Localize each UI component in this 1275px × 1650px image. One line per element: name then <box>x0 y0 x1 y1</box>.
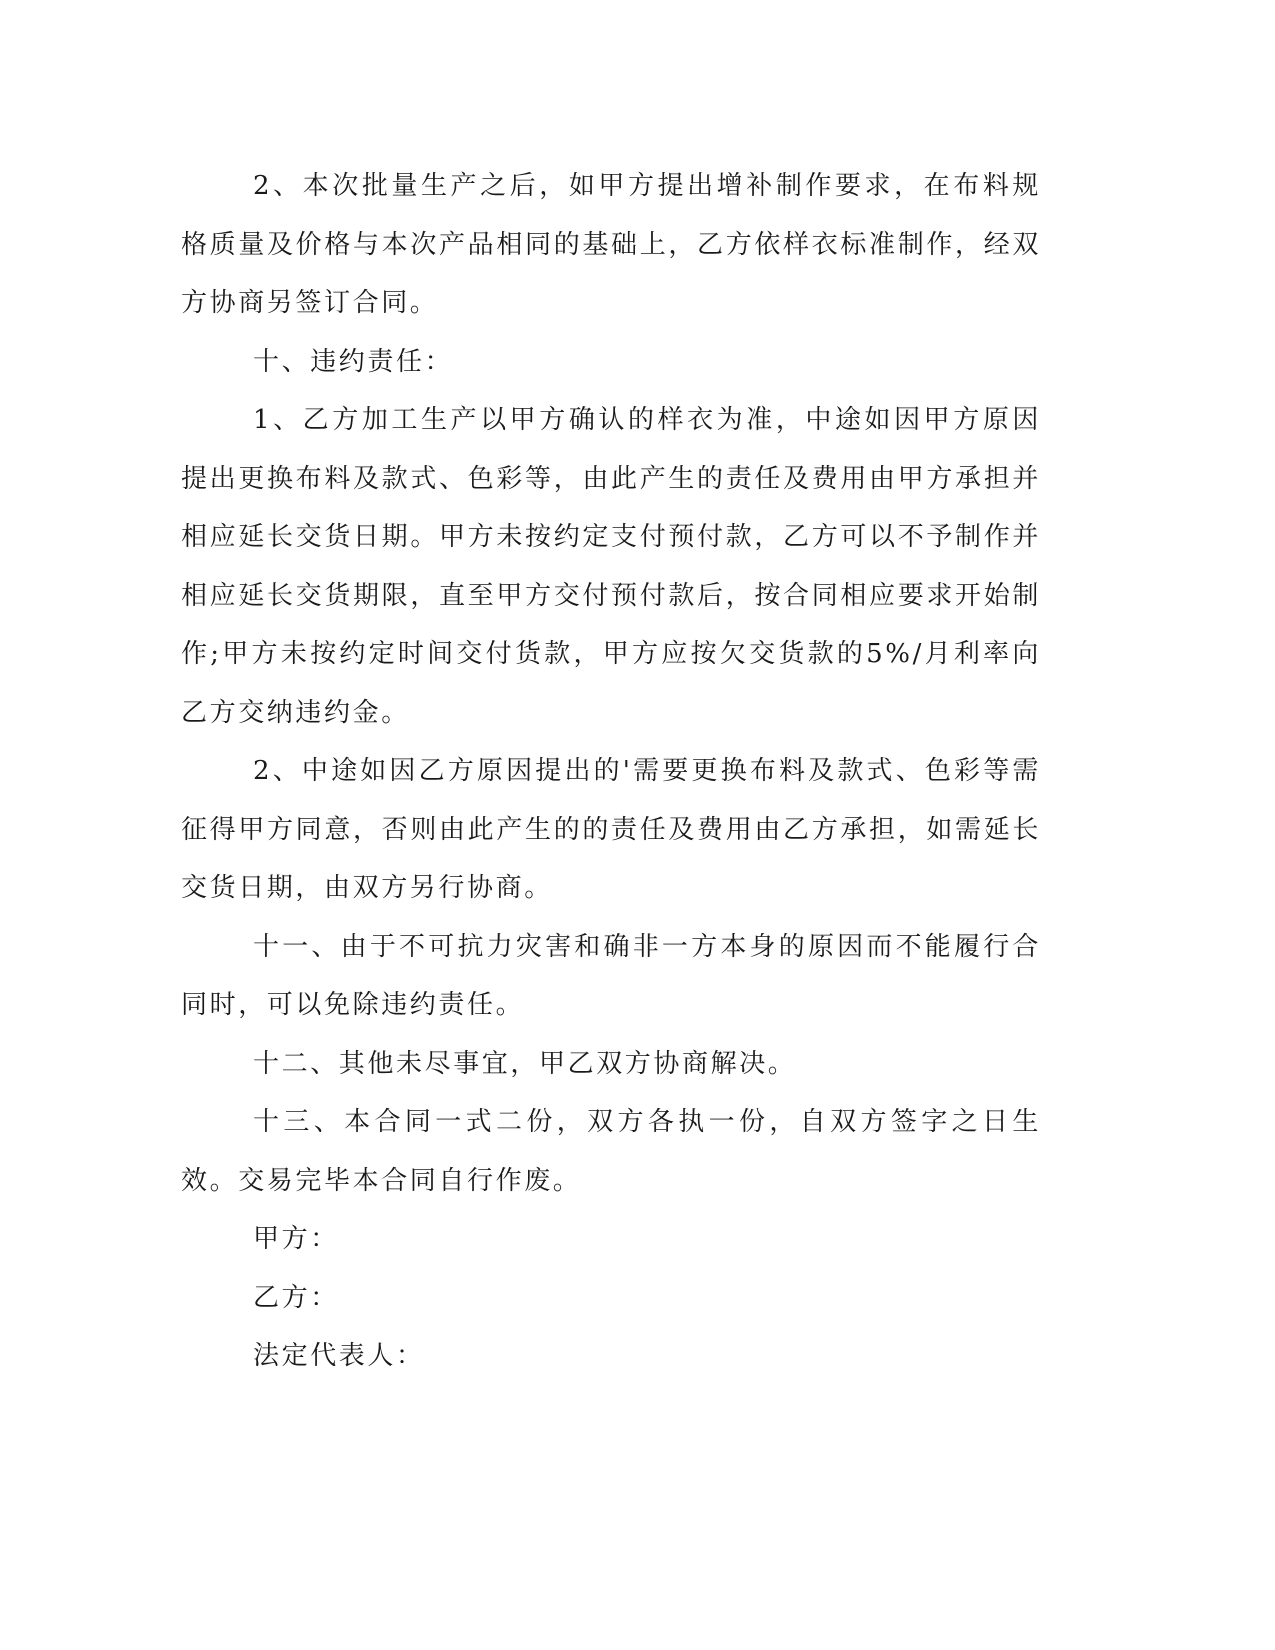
legal-representative-label: 法定代表人： <box>253 1341 425 1371</box>
clause-13-copies-validity: 十三、本合同一式二份，双方各执一份，自双方签字之日生效。交易完毕本合同自行作废。 <box>181 1107 1041 1196</box>
clause-10-item-1: 1、乙方加工生产以甲方确认的样衣为准，中途如因甲方原因提出更换布料及款式、色彩等，由此产生的责任及费用由甲方承担并相应延长交货日期。甲方未按约定支付预付款，乙方可以不予制作并相应延长交货期限，直至甲方交付预付款后，按合同相应要求开始制作;甲方未按约定时间交付货款，甲方应按欠交货款的5%/月利率向乙方交纳违约金。 <box>181 405 1041 728</box>
clause-11-force-majeure: 十一、由于不可抗力灾害和确非一方本身的原因而不能履行合同时，可以免除违约责任。 <box>181 931 1041 1020</box>
section-heading-breach-liability: 十、违约责任： <box>253 346 454 377</box>
clause-9-item-2: 2、本次批量生产之后，如甲方提出增补制作要求，在布料规格质量及价格与本次产品相同的基础上，乙方依样衣标准制作，经双方协商另签订合同。 <box>181 171 1041 318</box>
clause-12-other-matters: 十二、其他未尽事宜，甲乙双方协商解决。 <box>253 1048 797 1079</box>
party-b-signature-label: 乙方： <box>253 1282 339 1313</box>
document-body <box>181 157 1041 1386</box>
clause-10-item-2: 2、中途如因乙方原因提出的'需要更换布料及款式、色彩等需征得甲方同意，否则由此产生的的责任及费用由乙方承担，如需延长交货日期，由双方另行协商。 <box>181 756 1041 903</box>
party-a-signature-label: 甲方： <box>253 1224 339 1254</box>
